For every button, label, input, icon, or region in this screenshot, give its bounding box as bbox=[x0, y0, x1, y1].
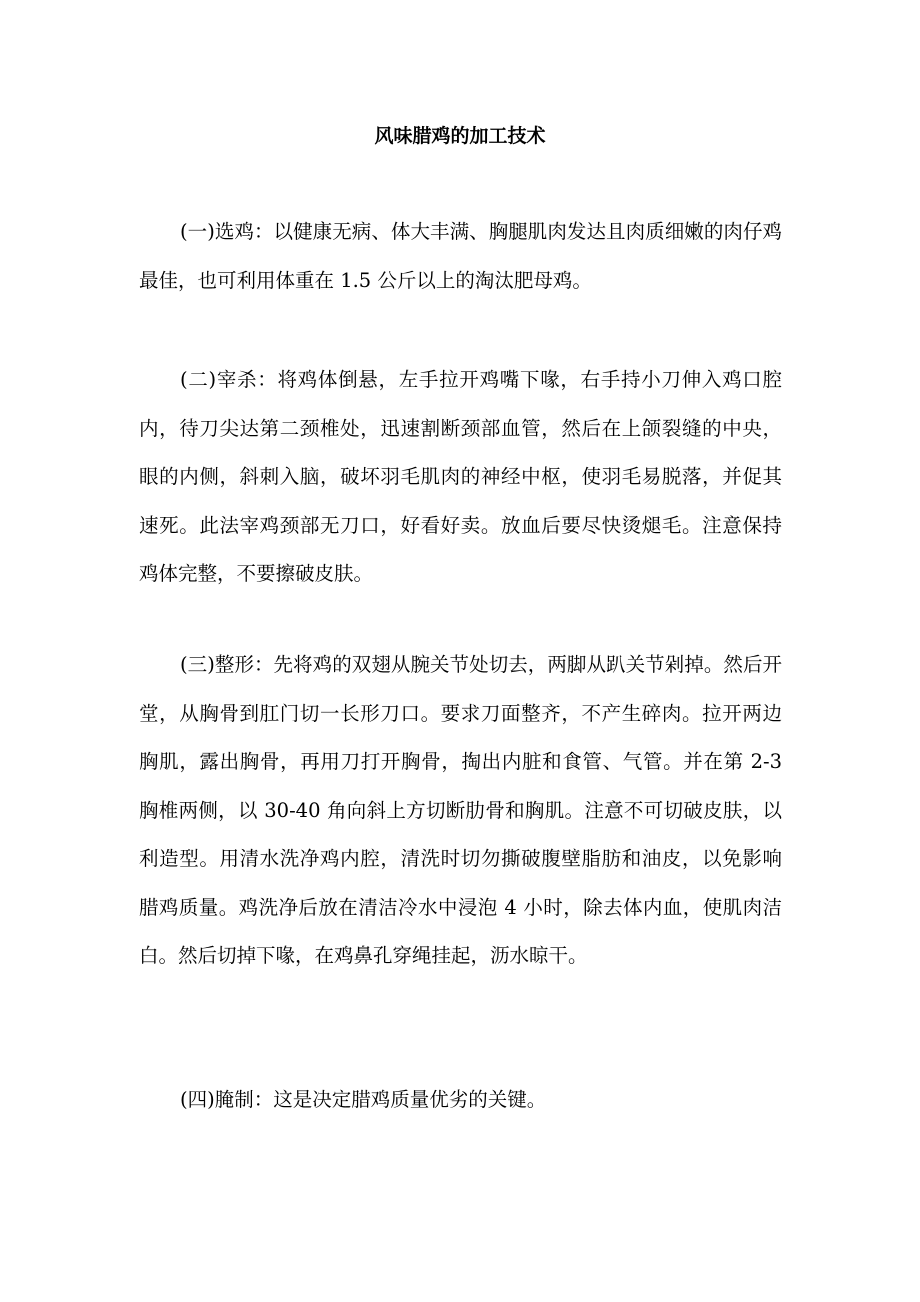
paragraph-slaughter: (二)宰杀：将鸡体倒悬，左手拉开鸡嘴下喙，右手持小刀伸入鸡口腔内，待刀尖达第二颈椎处，迅速割断颈部血管，然后在上颌裂缝的中央，眼的内侧，斜刺入脑，破坏羽毛肌肉的神经中枢，使羽毛易脱落，并促其速死。此法宰鸡颈部无刀口，好看好卖。放血后要尽快烫煺毛。注意保持鸡体完整，不要擦破皮肤。 bbox=[139, 368, 782, 585]
paragraph-select-chicken: (一)选鸡：以健康无病、体大丰满、胸腿肌肉发达且肉质细嫩的肉仔鸡最佳，也可利用体重在 1.5 公斤以上的淘汰肥母鸡。 bbox=[139, 220, 782, 292]
paragraph-shaping: (三)整形：先将鸡的双翅从腕关节处切去，两脚从趴关节剁掉。然后开堂，从胸骨到肛门切一长形刀口。要求刀面整齐，不产生碎肉。拉开两边胸肌，露出胸骨，再用刀打开胸骨，掏出内脏和食管、气管。并在第 2-3 胸椎两侧，以 30-40 角向斜上方切断肋骨和胸肌。注意不可切破皮肤，以利造型。用清水洗净鸡内腔，清洗时切勿撕破腹壁脂肪和油皮，以免影响腊鸡质量。鸡洗净后放在清洁冷水中浸泡 4 小时，除去体内血，使肌肉洁白。然后切掉下喙，在鸡鼻孔穿绳挂起，沥水晾干。 bbox=[139, 653, 782, 967]
paragraph-curing: (四)腌制：这是决定腊鸡质量优劣的关键。 bbox=[180, 1088, 547, 1111]
document-title: 风味腊鸡的加工技术 bbox=[374, 125, 546, 147]
